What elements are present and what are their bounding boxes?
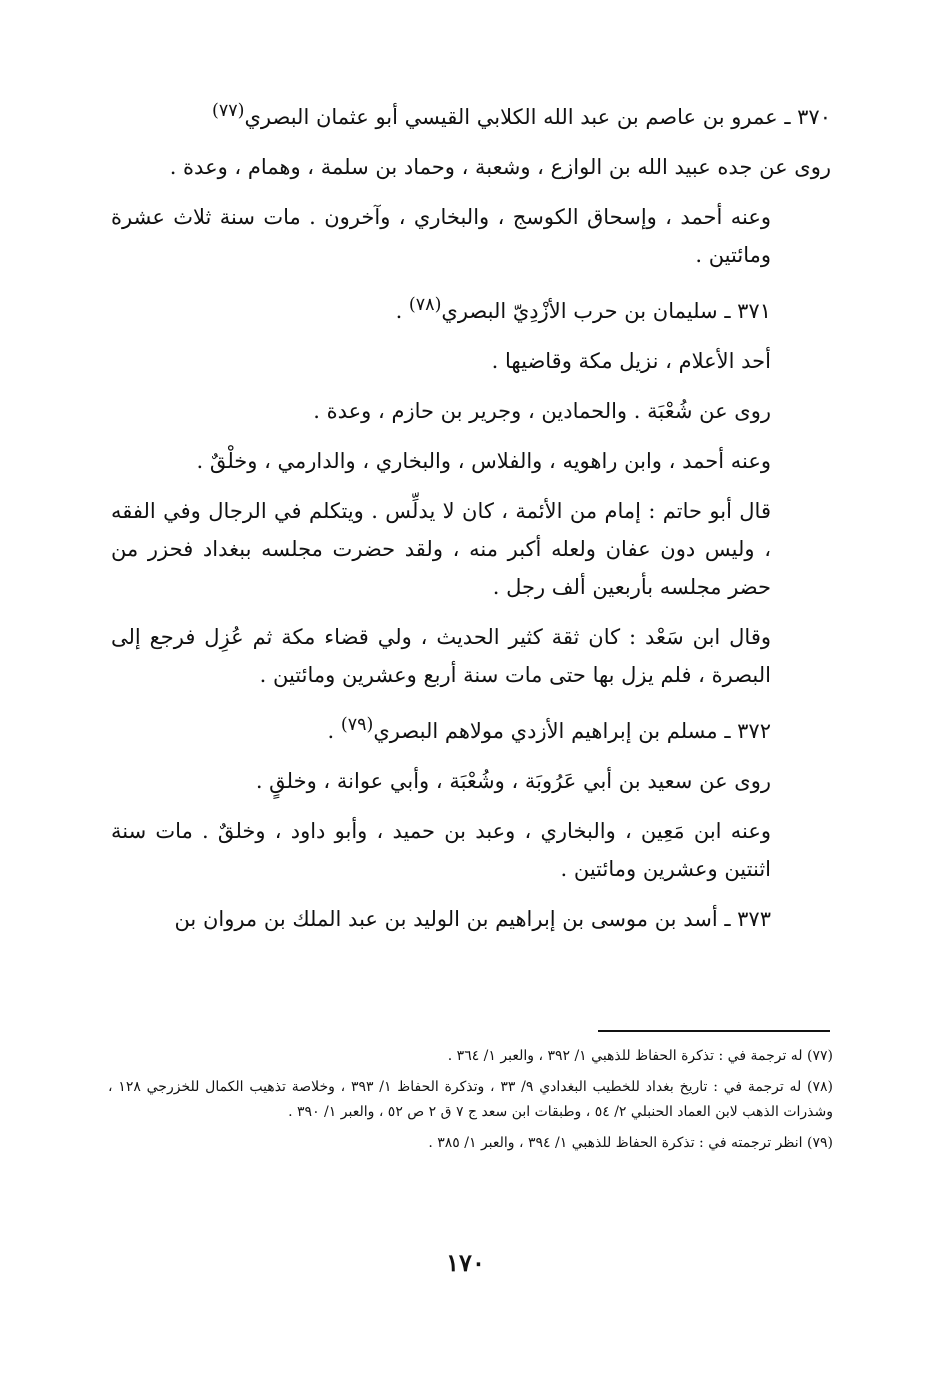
entry-373-heading: ٣٧٣ ـ أسد بن موسى بن إبراهيم بن الوليد بن عبد الملك بن مروان بن <box>174 907 771 931</box>
entry-371-ibn-saad: وقال ابن سَعْد : كان ثقة كثير الحديث ، ولي قضاء مكة ثم عُزِل فرجع إلى البصرة ، فلم يزل بها حتى مات سنة أربع وعشرين ومائتين . <box>111 625 771 687</box>
entry-372-narrators: وعنه ابن مَعِين ، والبخاري ، وعبد بن حميد ، وأبو داود ، وخلقٌ . مات سنة اثنتين وعشرين ومائتين . <box>111 819 771 881</box>
entry-371-narrated-from: روى عن شُعْبَة . والحمادين ، وجرير بن حازم ، وعدة . <box>313 399 771 423</box>
entry-370-heading <box>111 92 831 136</box>
entry-370-narrators: وعنه أحمد ، وإسحاق الكوسج ، والبخاري ، وآخرون . مات سنة ثلاث عشرة ومائتين . <box>111 205 771 267</box>
footnote-divider <box>598 1030 830 1032</box>
footnote-ref-79: (٧٩) <box>340 715 374 735</box>
footnotes <box>108 1044 833 1162</box>
footnote-79: (٧٩) انظر ترجمته في : تذكرة الحفاظ للذهبي ١/ ٣٩٤ ، والعبر ١/ ٣٨٥ . <box>428 1135 833 1151</box>
entry-371-narrators: وعنه أحمد ، وابن راهويه ، والفلاس ، والبخاري ، والدارمي ، وخلْقٌ . <box>196 449 771 473</box>
footnote-77: (٧٧) له ترجمة في : تذكرة الحفاظ للذهبي ١/ ٣٩٢ ، والعبر ١/ ٣٦٤ . <box>447 1048 833 1064</box>
entry-371-description: أحد الأعلام ، نزيل مكة وقاضيها . <box>491 349 771 373</box>
entry-372-narrated-from: روى عن سعيد بن أبي عَرُوبَة ، وشُعْبَة ، وأبي عوانة ، وخلقٍ . <box>255 769 771 793</box>
page-number: ١٧٠ <box>446 1248 485 1277</box>
entry-372-title: ٣٧٢ ـ مسلم بن إبراهيم الأزدي مولاهم البصري <box>373 719 771 743</box>
entry-371-tail: . <box>395 299 409 323</box>
entry-370-narrated-from: روى عن جده عبيد الله بن الوازع ، وشعبة ، وحماد بن سلمة ، وهمام ، وعدة . <box>169 155 831 179</box>
footnote-78: (٧٨) له ترجمة في : تاريخ بغداد للخطيب البغدادي ٩/ ٣٣ ، وتذكرة الحفاظ ١/ ٣٩٣ ، وخلاصة تذهيب الكمال للخزرجي ١٢٨ ، وشذرات الذهب لابن العماد الحنبلي ٢/ ٥٤ ، وطبقات ابن سعد ج ٧ ق ٢ ص ٥٢ ، والعبر ١/ ٣٩٠ . <box>108 1079 834 1120</box>
main-text <box>111 92 831 950</box>
entry-371-heading <box>111 286 831 330</box>
entry-371-abu-hatim: قال أبو حاتم : إمام من الأئمة ، كان لا يدلِّس . ويتكلم في الرجال وفي الفقه ، وليس دون عفان ولعله أكبر منه ، ولقد حضرت مجلسه ببغداد فحزر من حضر مجلسه بأربعين ألف رجل . <box>111 499 771 599</box>
footnote-ref-77: (٧٧) <box>212 101 245 121</box>
footnote-ref-78: (٧٨) <box>408 295 442 315</box>
entry-372-heading <box>111 706 831 750</box>
entry-371-title: ٣٧١ ـ سليمان بن حرب الأزْدِيّ البصري <box>441 299 771 323</box>
entry-370-title: ٣٧٠ ـ عمرو بن عاصم بن عبد الله الكلابي القيسي أبو عثمان البصري <box>244 105 831 129</box>
entry-372-tail: . <box>327 719 341 743</box>
